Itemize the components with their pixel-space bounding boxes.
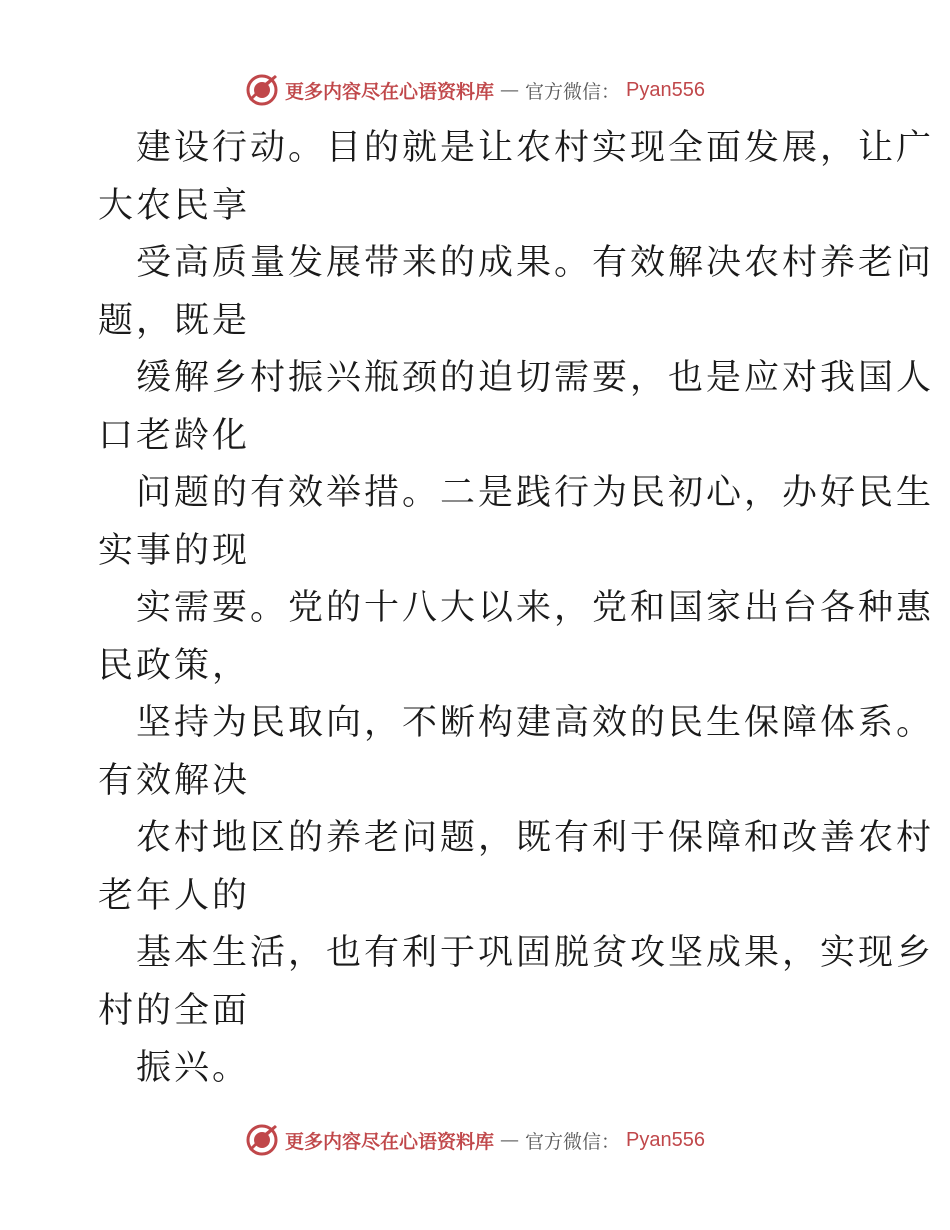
banner-handle: Pyan556	[626, 78, 705, 101]
banner-handle: Pyan556	[626, 1128, 705, 1151]
text-line: 实事的现	[98, 530, 251, 571]
header-banner	[0, 70, 950, 110]
text-line: 受高质量发展带来的成果。有效解决农村养老问	[136, 243, 935, 283]
banner-dash: —	[500, 1129, 520, 1151]
text-line: 建设行动。目的就是让农村实现全面发展，让广	[136, 128, 935, 168]
text-line: 振兴。	[136, 1048, 251, 1088]
text-line: 大农民享	[98, 185, 251, 226]
text-line: 坚持为民取向，不断构建高效的民生保障体系。	[136, 703, 935, 743]
text-line: 村的全面	[98, 990, 251, 1031]
banner-wechat-label: 官方微信：	[525, 80, 621, 103]
document-body	[98, 120, 935, 1098]
text-line: 老年人的	[98, 875, 251, 916]
banner-dash: —	[500, 79, 520, 101]
text-line: 农村地区的养老问题，既有利于保障和改善农村	[136, 818, 935, 858]
text-line: 民政策，	[98, 645, 251, 686]
text-line: 问题的有效举措。二是践行为民初心，办好民生	[136, 473, 935, 513]
text-line: 口老龄化	[98, 415, 251, 456]
text-line: 基本生活，也有利于巩固脱贫攻坚成果，实现乡	[136, 933, 935, 973]
footer-banner	[0, 1120, 950, 1160]
banner-text: 更多内容尽在心语资料库	[285, 1130, 495, 1153]
text-line: 有效解决	[98, 760, 251, 801]
text-line: 题，既是	[98, 300, 251, 341]
banner-wechat-label: 官方微信：	[525, 1130, 621, 1153]
banner-text: 更多内容尽在心语资料库	[285, 80, 495, 103]
pen-circle-logo-icon	[245, 73, 279, 107]
text-line: 缓解乡村振兴瓶颈的迫切需要，也是应对我国人	[136, 358, 935, 398]
text-line: 实需要。党的十八大以来，党和国家出台各种惠	[136, 588, 935, 628]
pen-circle-logo-icon	[245, 1123, 279, 1157]
